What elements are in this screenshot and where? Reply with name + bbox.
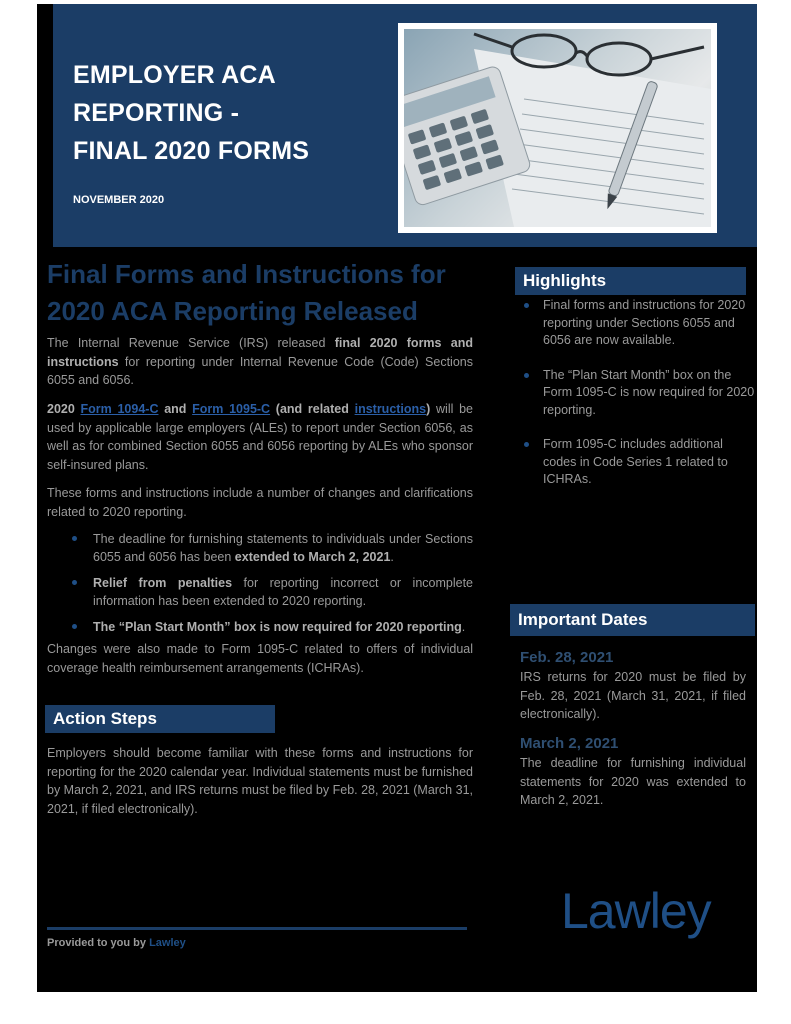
intro-paragraph	[47, 334, 473, 390]
bullet-text: The deadline for furnishing statements to individuals under Sections 6055 and 6056 has been	[93, 532, 473, 564]
intro-bold-text: final 2020 forms and instructions	[47, 336, 473, 369]
highlights-heading: Highlights	[515, 267, 746, 295]
intro-text-end: for reporting under Internal Revenue Code (Code) Sections 6055 and 6056.	[47, 354, 473, 387]
list-item	[47, 574, 473, 610]
highlight-text: The “Plan Start Month” box on the Form 1095-C is now required for 2020 reporting.	[543, 367, 755, 417]
form-1095c-link[interactable]: Form 1095-C	[192, 402, 271, 416]
action-steps-heading: Action Steps	[45, 705, 275, 733]
instructions-link[interactable]: instructions	[354, 402, 427, 416]
header-banner	[53, 4, 757, 247]
main-title	[47, 256, 477, 330]
changes-paragraph: These forms and instructions include a number of changes and clarifications related to 2020 reporting.	[47, 486, 473, 519]
forms-close-paren: )	[426, 402, 431, 416]
bullet-bold: Relief from penalties	[93, 576, 233, 590]
date-heading: March 2, 2021	[520, 735, 619, 752]
forms-paragraph	[47, 400, 473, 474]
header-title	[73, 56, 309, 170]
lawley-logo: Lawley	[561, 883, 711, 939]
list-item	[47, 618, 473, 636]
footer-divider	[47, 927, 467, 930]
bullet-icon	[524, 442, 529, 447]
bullet-icon	[524, 303, 529, 308]
bullet-bold: The “Plan Start Month” box is now required for 2020 reporting	[93, 620, 462, 634]
highlight-text: Final forms and instructions for 2020 reporting under Sections 6055 and 6056 are now available.	[543, 298, 746, 347]
highlight-text: Form 1095-C includes additional codes in Code Series 1 related to ICHRAs.	[543, 437, 728, 486]
calculator-glasses-pen-photo	[404, 29, 711, 227]
action-steps-paragraph: Employers should become familiar with these forms and instructions for reporting for the 2020 calendar year. Individual statements must be furnished by March 2, 2021, and IRS returns must be filed by Feb. 28, 2021 (March 31, 2021, if filed electronically).	[47, 746, 473, 816]
bullet-text-end: for reporting incorrect or incomplete information has been extended to 2020 reporting.	[93, 576, 474, 608]
bullet-icon	[524, 373, 529, 378]
highlights-list	[515, 297, 755, 506]
bullet-text-end: .	[390, 550, 394, 564]
list-item	[515, 297, 755, 350]
list-item	[515, 436, 755, 489]
footer-prefix: Provided to you by	[47, 937, 150, 949]
date-description: The deadline for furnishing individual statements for 2020 was extended to March 2, 2021.	[520, 756, 746, 807]
changes-bullet-list	[47, 530, 473, 644]
header-title-line: EMPLOYER ACA	[73, 61, 276, 89]
list-item	[47, 530, 473, 566]
bullet-icon	[72, 536, 77, 541]
main-title-line: 2020 ACA Reporting Released	[47, 296, 418, 326]
footer-brand: Lawley	[149, 937, 186, 949]
date-heading: Feb. 28, 2021	[520, 649, 614, 666]
forms-and: and	[158, 402, 193, 416]
form-1094c-link[interactable]: Form 1094-C	[80, 402, 159, 416]
bullet-text-end: .	[461, 620, 466, 634]
bullet-icon	[72, 624, 77, 629]
important-dates-heading: Important Dates	[510, 604, 755, 636]
forms-text: will be used by applicable large employers (ALEs) to report under Section 6056, as well as for combined Section 6055 and 6056 reporting by ALEs who sponsor self-insured plans.	[47, 402, 473, 472]
bullet-bold: extended to March 2, 2021	[234, 550, 391, 564]
header-title-line: REPORTING -	[73, 99, 240, 127]
forms-year: 2020	[47, 402, 81, 416]
intro-text: The Internal Revenue Service (IRS) released	[47, 336, 335, 350]
header-title-line: FINAL 2020 FORMS	[73, 137, 310, 165]
document-page	[37, 4, 757, 992]
list-item	[515, 367, 755, 420]
date-description: IRS returns for 2020 must be filed by Feb. 28, 2021 (March 31, 2021, if filed electronically).	[520, 670, 746, 721]
forms-related: (and related	[270, 402, 355, 416]
header-date: NOVEMBER 2020	[73, 194, 165, 206]
ichra-paragraph: Changes were also made to Form 1095-C related to offers of individual coverage health reimbursement arrangements (ICHRAs).	[47, 642, 473, 675]
bullet-icon	[72, 580, 77, 585]
main-title-line: Final Forms and Instructions for	[47, 259, 446, 289]
footer-credit	[47, 937, 186, 949]
header-photo-frame	[398, 23, 717, 233]
